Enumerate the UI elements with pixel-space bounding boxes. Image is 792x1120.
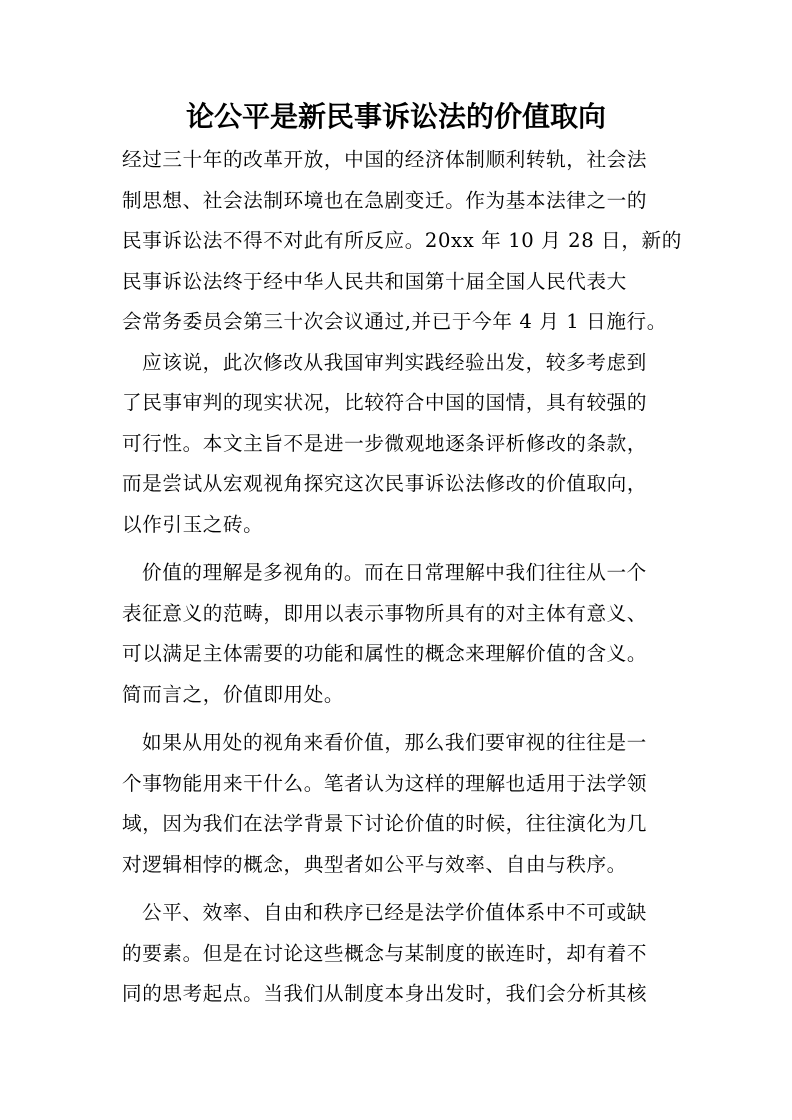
text-line: 了民事审判的现实状况，比较符合中国的国情，具有较强的 — [122, 391, 648, 414]
document-title: 论公平是新民事诉讼法的价值取向 — [185, 100, 606, 133]
text-line: 经过三十年的改革开放，中国的经济体制顺利转轨，社会法 — [122, 148, 648, 171]
paragraph-1 — [122, 140, 682, 343]
paragraph-5 — [122, 893, 670, 1015]
text-line: 的要素。但是在讨论这些概念与某制度的嵌连时，却有着不 — [122, 941, 648, 965]
document-body — [122, 140, 682, 1015]
paragraph-gap — [122, 545, 670, 553]
paragraph-gap — [122, 715, 670, 723]
text-line: 个事物能用来干什么。笔者认为这样的理解也适用于法学领 — [122, 771, 648, 795]
text-line: 而是尝试从宏观视角探究这次民事诉讼法修改的价值取向， — [122, 472, 648, 495]
text-line: 域，因为我们在法学背景下讨论价值的时候，往往演化为几 — [122, 812, 648, 835]
paragraph-gap — [122, 885, 670, 893]
text-line: 表征意义的范畴，即用以表示事物所具有的对主体有意义、 — [122, 601, 648, 625]
text-line: 制思想、社会法制环境也在急剧变迁。作为基本法律之一的 — [122, 188, 648, 212]
text-line: 可以满足主体需要的功能和属性的概念来理解价值的含义。 — [122, 642, 648, 665]
text-line: 可行性。本文主旨不是进一步微观地逐条评析修改的条款， — [122, 431, 648, 455]
text-line: 同的思考起点。当我们从制度本身出发时，我们会分析其核 — [122, 982, 648, 1005]
text-line: 价值的理解是多视角的。而在日常理解中我们往往从一个 — [142, 561, 647, 584]
text-line: 民事诉讼法不得不对此有所反应。20xx 年 10 月 28 日，新的 — [122, 229, 682, 252]
text-line: 以作引玉之砖。 — [122, 512, 264, 536]
text-line: 民事诉讼法终于经中华人民共和国第十届全国人民代表大 — [122, 269, 627, 293]
text-line: 对逻辑相悖的概念，典型者如公平与效率、自由与秩序。 — [122, 852, 627, 876]
paragraph-2 — [122, 343, 670, 546]
paragraph-3 — [122, 553, 670, 715]
text-line: 会常务委员会第三十次会议通过,并已于今年 4 月 1 日施行。 — [122, 310, 667, 333]
paragraph-4 — [122, 723, 670, 885]
text-line: 简而言之，价值即用处。 — [122, 682, 345, 706]
text-line: 公平、效率、自由和秩序已经是法学价值体系中不可或缺 — [142, 901, 647, 924]
text-line: 应该说，此次修改从我国审判实践经验出发，较多考虑到 — [142, 350, 647, 374]
text-line: 如果从用处的视角来看价值，那么我们要审视的往往是一 — [142, 731, 647, 754]
